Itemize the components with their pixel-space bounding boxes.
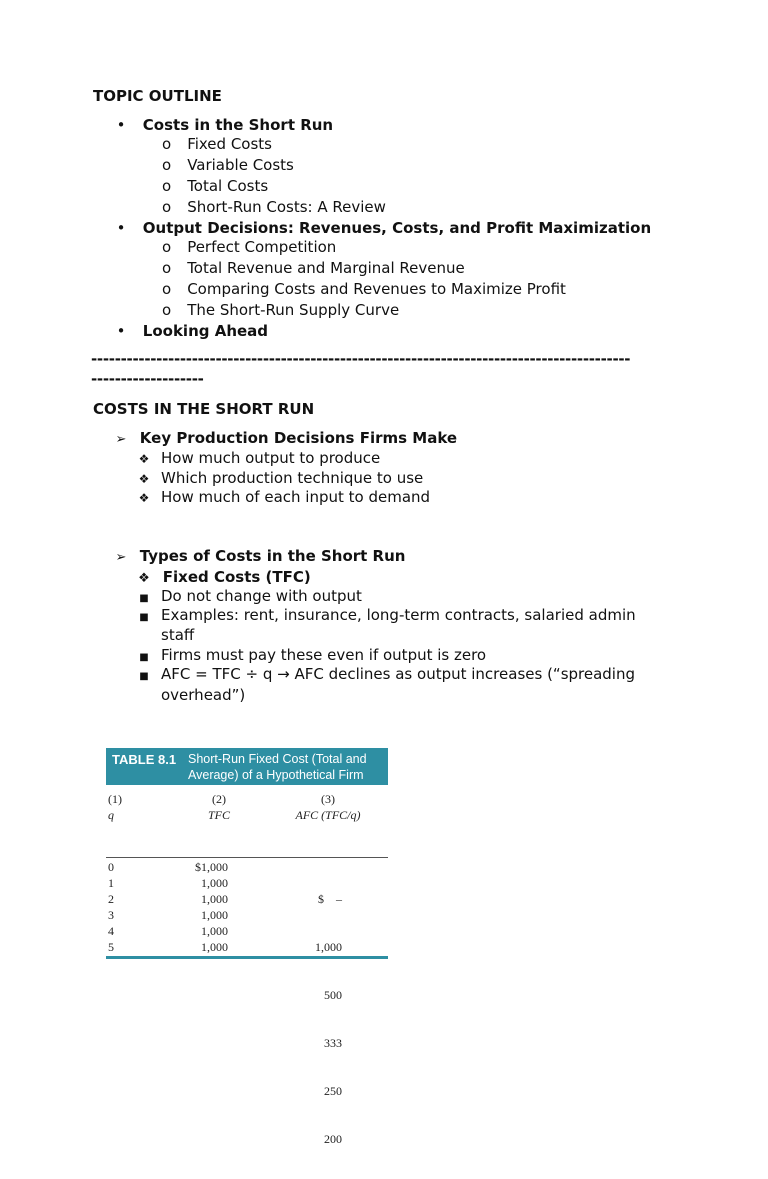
bullet-dot-icon: • [116, 219, 126, 237]
table-cell: 1,000 [201, 940, 228, 954]
bullet-dot-icon: • [116, 116, 126, 134]
table-cell: 500 [324, 988, 342, 1002]
circle-bullet-icon: o [162, 156, 172, 174]
table-title: Short-Run Fixed Cost (Total and Average) of a Hypothetical Firm [188, 752, 367, 782]
table-cell: 2 [108, 892, 114, 906]
diamond-bullet-icon: ❖ [138, 571, 150, 586]
circle-bullet-icon: o [162, 280, 172, 298]
table-header-rule [106, 857, 388, 858]
outline-subitem: o Total Costs [162, 177, 269, 195]
list-item: ■ Firms must pay these even if output is zero [137, 646, 486, 664]
table-cell: $1,000 [195, 860, 228, 874]
outline-section-2 [114, 219, 651, 237]
table-cell: 1,000 [201, 876, 228, 890]
diamond-bullet-icon: ❖ [138, 452, 150, 466]
table-cell: 0 [108, 860, 114, 874]
square-bullet-icon: ■ [139, 652, 149, 663]
table-cell: 1,000 [201, 892, 228, 906]
table-cell: $ – [318, 892, 342, 906]
square-bullet-icon: ■ [139, 671, 149, 682]
circle-bullet-icon: o [162, 238, 172, 256]
list-item: ■ AFC = TFC ÷ q → AFC declines as output increases (“spreading [137, 665, 635, 683]
square-bullet-icon: ■ [139, 612, 149, 623]
arrow-bullet-icon: ➢ [115, 550, 127, 565]
table-body [106, 785, 388, 1146]
divider-line: ------------------- [91, 370, 204, 388]
outline-section-1 [114, 116, 333, 134]
table-cell: 5 [108, 940, 114, 954]
outline-section-title: Costs in the Short Run [142, 116, 334, 134]
list-item: ■ Do not change with output [137, 587, 362, 605]
table-column-afc [302, 859, 342, 1179]
table-cell: 4 [108, 924, 114, 938]
circle-bullet-icon: o [162, 301, 172, 319]
outline-subitem: o Fixed Costs [162, 135, 272, 153]
bullet-dot-icon: • [116, 322, 126, 340]
table-header-bar [106, 748, 388, 785]
column-header-q: (1) q [108, 792, 122, 822]
list-item: ❖ How much of each input to demand [138, 488, 431, 506]
table-cell: 1,000 [201, 908, 228, 922]
list-item: ■ Examples: rent, insurance, long-term contracts, salaried admin [137, 606, 636, 624]
table-cell: 3 [108, 908, 114, 922]
outline-section-title: Output Decisions: Revenues, Costs, and Profit Maximization [142, 219, 652, 237]
square-bullet-icon: ■ [139, 593, 149, 604]
table-cell: 1,000 [315, 940, 342, 954]
outline-subitem: o Perfect Competition [162, 238, 337, 256]
list-item: ❖ Which production technique to use [138, 469, 424, 487]
outline-heading: TOPIC OUTLINE [93, 87, 222, 105]
list-item-continuation: staff [161, 626, 195, 644]
section-heading: COSTS IN THE SHORT RUN [93, 400, 315, 418]
table-column-q [108, 859, 114, 955]
column-header-afc: (3) AFC (TFC/q) [295, 792, 361, 822]
outline-subitem: o The Short-Run Supply Curve [162, 301, 400, 319]
cost-types-heading: ➢ Types of Costs in the Short Run [115, 547, 406, 565]
circle-bullet-icon: o [162, 198, 172, 216]
table-cell: 1 [108, 876, 114, 890]
key-decisions-heading: ➢ Key Production Decisions Firms Make [115, 429, 458, 447]
arrow-bullet-icon: ➢ [115, 432, 127, 447]
divider-line: ------------------------------------------------------------------------------------------- [91, 350, 631, 368]
outline-subitem: o Comparing Costs and Revenues to Maximize Profit [162, 280, 566, 298]
circle-bullet-icon: o [162, 177, 172, 195]
outline-section-title: Looking Ahead [142, 322, 269, 340]
table-cell: 1,000 [201, 924, 228, 938]
diamond-bullet-icon: ❖ [138, 472, 150, 486]
circle-bullet-icon: o [162, 135, 172, 153]
table-figure [106, 748, 388, 1146]
fixed-costs-heading: ❖ Fixed Costs (TFC) [138, 568, 311, 586]
circle-bullet-icon: o [162, 259, 172, 277]
table-bottom-rule [106, 956, 388, 959]
table-cell: 250 [324, 1084, 342, 1098]
outline-section-3 [114, 322, 268, 340]
outline-subitem: o Short-Run Costs: A Review [162, 198, 386, 216]
list-item-continuation: overhead”) [161, 686, 246, 704]
table-cell: 333 [324, 1036, 342, 1050]
list-item: ❖ How much output to produce [138, 449, 381, 467]
outline-subitem: o Total Revenue and Marginal Revenue [162, 259, 465, 277]
table-column-tfc [186, 859, 228, 955]
diamond-bullet-icon: ❖ [138, 491, 150, 505]
table-number: TABLE 8.1 [112, 752, 177, 767]
column-header-tfc: (2) TFC [207, 792, 230, 822]
outline-subitem: o Variable Costs [162, 156, 294, 174]
table-cell: 200 [324, 1132, 342, 1146]
